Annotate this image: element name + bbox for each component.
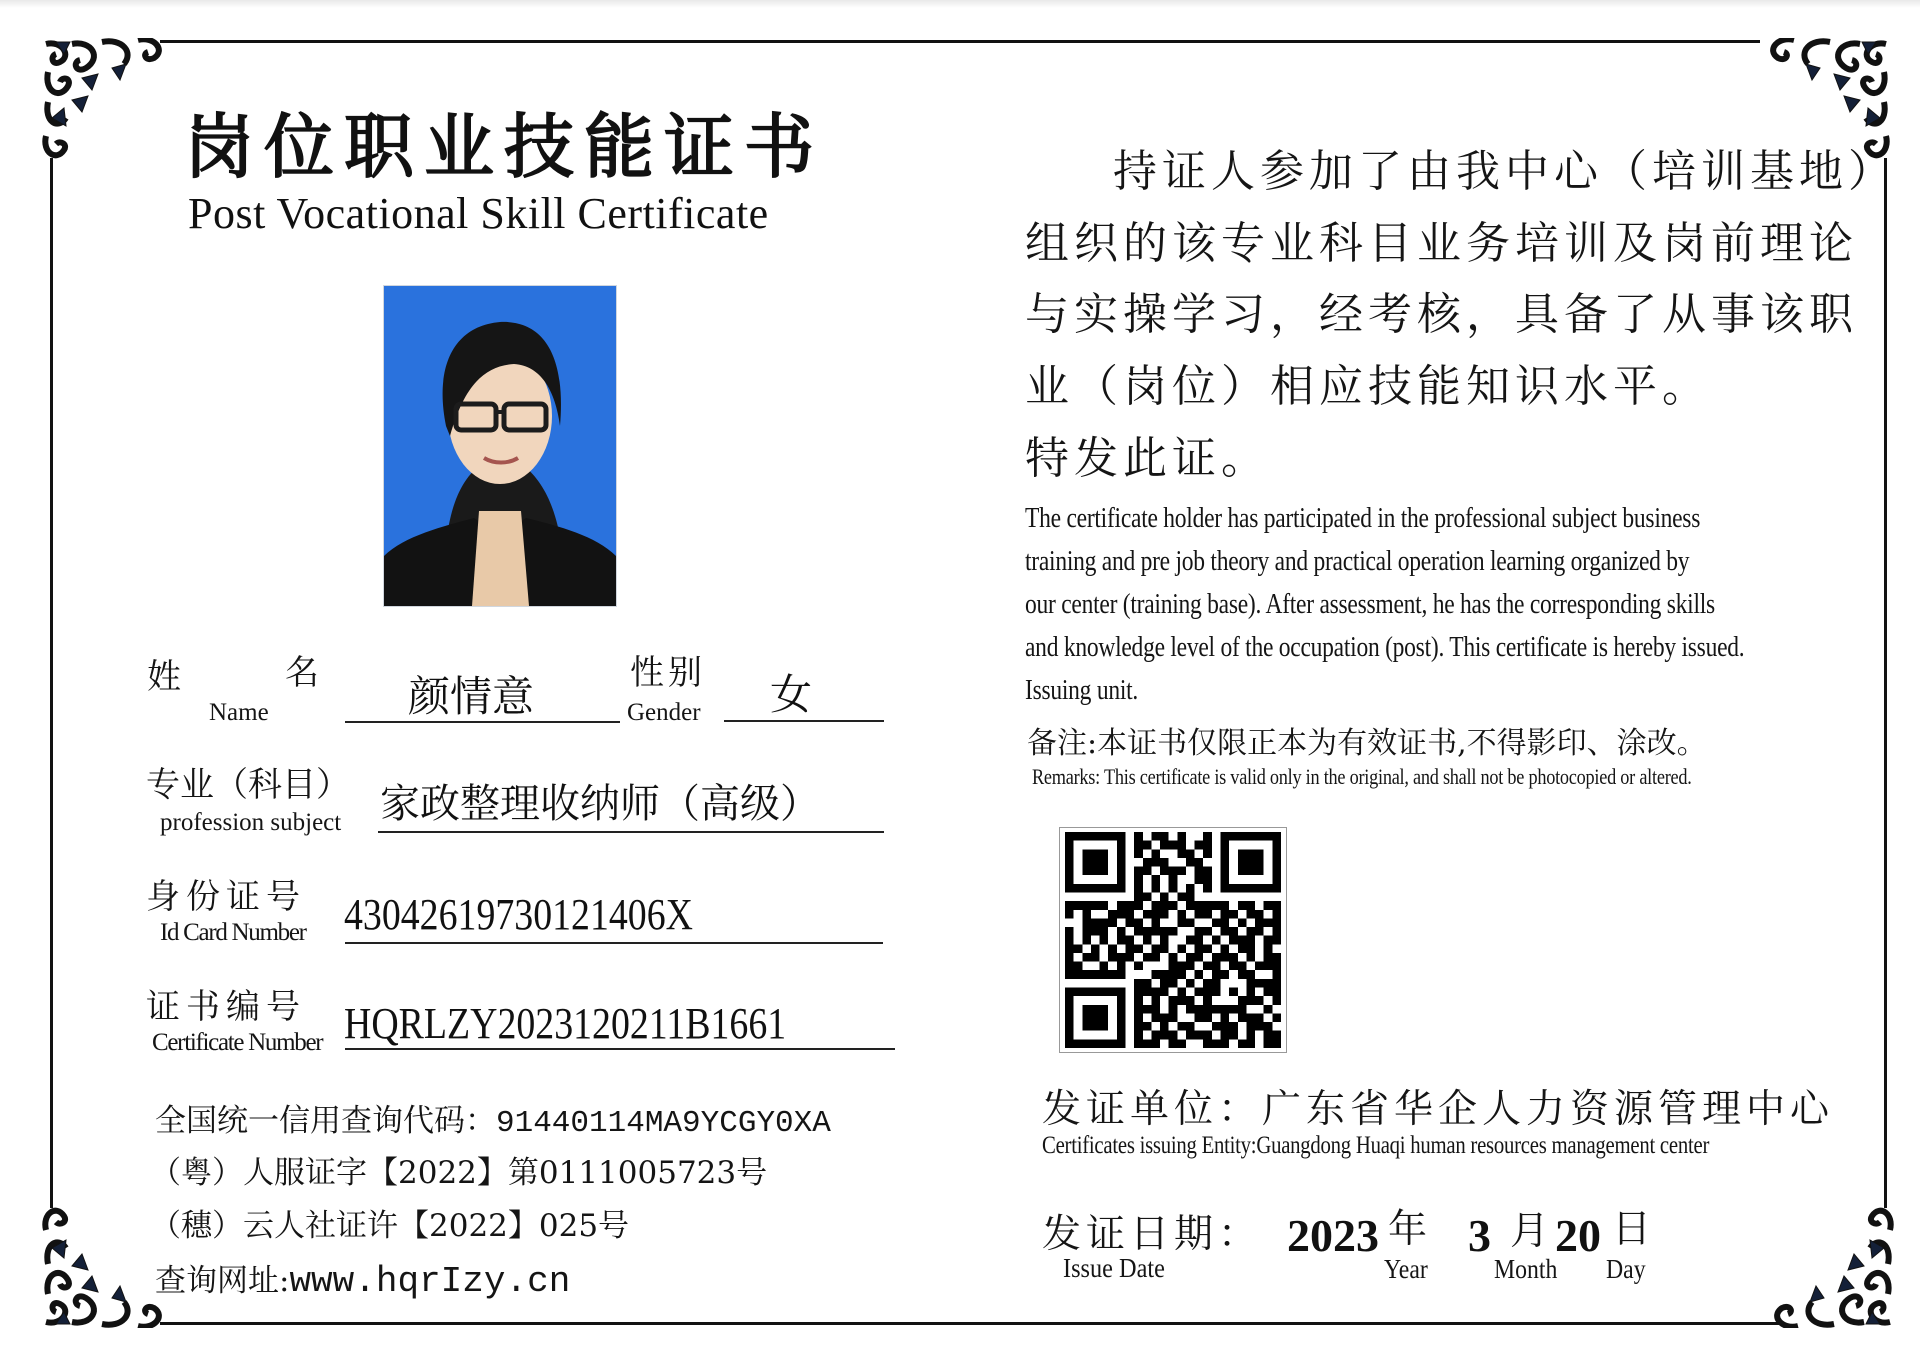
name-underline — [345, 721, 620, 723]
issue-day-value: 20 — [1555, 1210, 1601, 1261]
remarks-cn: 备注:本证书仅限正本为有效证书,不得影印、涂改。 — [1027, 726, 1707, 761]
gender-underline — [724, 720, 884, 722]
issue-date-label-en: Issue Date — [1063, 1253, 1165, 1283]
statement-cn-line-3: 与实操学习，经考核，具备了从事该职 — [1025, 289, 1858, 340]
license-line-2: （穗）云人社证许【2022】025号 — [150, 1208, 630, 1244]
credit-code-label: 全国统一信用查询代码： — [155, 1103, 496, 1139]
id-card-value: 43042619730121406X — [344, 890, 693, 939]
gender-value: 女 — [770, 670, 813, 719]
issuer-name-cn: 广东省华企人力资源管理中心 — [1262, 1087, 1835, 1132]
credit-code-value: 91440114MA9YCGY0XA — [496, 1106, 831, 1141]
issue-year-value: 2023 — [1287, 1210, 1379, 1261]
certificate-title-cn: 岗位职业技能证书 — [184, 105, 824, 188]
issue-day-cn: 日 — [1612, 1207, 1657, 1252]
statement-en-line-1: The certificate holder has participated in the professional subject business — [1025, 503, 1701, 534]
gender-label-cn: 性别 — [630, 653, 706, 693]
statement-cn-line-4: 业（岗位）相应技能知识水平。 — [1025, 361, 1711, 412]
id-card-label-en: Id Card Number — [160, 919, 306, 946]
portrait-icon — [384, 286, 616, 606]
issue-date-label-cn: 发证日期： — [1042, 1212, 1263, 1257]
certificate-number-label-cn: 证书编号 — [146, 987, 306, 1027]
profession-label-cn: 专业（科目） — [146, 765, 350, 805]
statement-en-line-5: Issuing unit. — [1025, 675, 1139, 706]
qr-code[interactable] — [1059, 827, 1287, 1053]
qr-code-icon — [1065, 832, 1281, 1048]
name-label-cn-2: 名 — [285, 653, 319, 693]
corner-ornament-bottom-right-icon — [1764, 1198, 1894, 1328]
id-card-label-cn: 身份证号 — [146, 877, 306, 917]
certificate-number-label-en: Certificate Number — [152, 1029, 323, 1056]
holder-photo — [383, 285, 617, 607]
corner-ornament-top-left-icon — [42, 38, 172, 168]
statement-cn-line-1: 持证人参加了由我中心（培训基地） — [1113, 146, 1897, 197]
border-left — [50, 158, 53, 1208]
query-url-link[interactable]: www.hqrIzy.cn — [289, 1261, 571, 1302]
id-card-underline — [345, 942, 883, 944]
border-bottom — [160, 1322, 1780, 1325]
name-label-en: Name — [209, 699, 269, 726]
license-line-1: （粤）人服证字【2022】第0111005723号 — [150, 1155, 768, 1191]
certificate-number-underline — [345, 1048, 895, 1050]
statement-cn-line-2: 组织的该专业科目业务培训及岗前理论 — [1025, 218, 1858, 269]
border-right — [1884, 158, 1887, 1208]
gender-label-en: Gender — [627, 699, 701, 726]
name-label-cn-1: 姓 — [147, 657, 181, 697]
statement-en-line-3: our center (training base). After assessment, he has the corresponding skills — [1025, 589, 1715, 620]
border-top — [160, 40, 1760, 43]
remarks-en: Remarks: This certificate is valid only in the original, and shall not be photocopied or altered. — [1032, 764, 1692, 789]
statement-en-line-4: and knowledge level of the occupation (post). This certificate is hereby issued. — [1025, 632, 1745, 663]
query-url-line — [155, 1261, 571, 1302]
issue-day-en: Day — [1606, 1254, 1646, 1284]
issue-month-en: Month — [1494, 1254, 1558, 1284]
issuer-line-cn — [1042, 1087, 1835, 1132]
profession-value: 家政整理收纳师（高级） — [380, 781, 820, 827]
profession-underline — [378, 831, 884, 833]
certificate-title-en: Post Vocational Skill Certificate — [188, 189, 769, 238]
certificate-number-value: HQRLZY2023120211B1661 — [344, 999, 787, 1048]
issue-month-cn: 月 — [1510, 1209, 1555, 1254]
issuer-label-cn: 发证单位： — [1042, 1087, 1263, 1132]
statement-en-line-2: training and pre job theory and practical operation learning organized by — [1025, 546, 1690, 577]
name-value: 颜情意 — [408, 672, 535, 721]
statement-cn-line-5: 特发此证。 — [1025, 433, 1270, 484]
issuer-en: Certificates issuing Entity:Guangdong Huaqi human resources management center — [1042, 1132, 1710, 1159]
issue-year-en: Year — [1384, 1254, 1428, 1284]
issue-year-cn: 年 — [1388, 1207, 1433, 1252]
profession-label-en: profession subject — [160, 809, 342, 836]
issue-month-value: 3 — [1468, 1210, 1491, 1261]
query-url-label: 查询网址: — [155, 1263, 290, 1299]
credit-code-line — [155, 1103, 831, 1141]
